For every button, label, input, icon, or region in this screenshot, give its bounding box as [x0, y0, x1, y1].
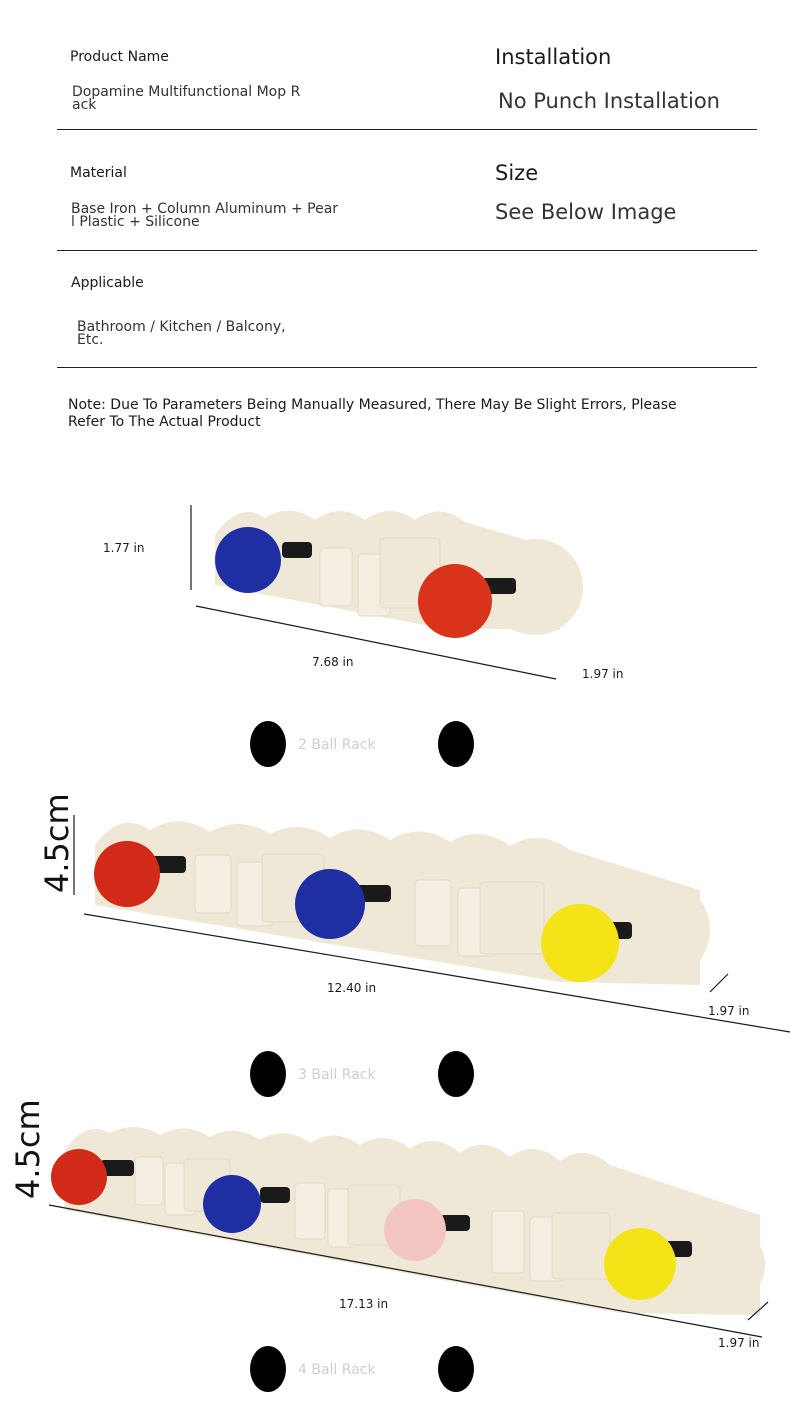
size-label: Size	[495, 161, 539, 185]
size-value: See Below Image	[495, 200, 677, 224]
black-dot	[250, 1051, 286, 1097]
ball	[215, 527, 281, 593]
ball	[94, 841, 160, 907]
table-divider	[57, 250, 757, 251]
table-divider	[57, 367, 757, 368]
height-dimension: 4.5cm	[9, 1099, 47, 1199]
black-dot	[438, 1051, 474, 1097]
length-dimension: 17.13 in	[339, 1297, 389, 1311]
product-image-4-ball	[0, 1115, 790, 1355]
black-dot	[250, 1346, 286, 1392]
length-dimension: 12.40 in	[327, 981, 377, 995]
depth-dimension: 1.97 in	[582, 667, 624, 681]
product-caption: 2 Ball Rack	[298, 737, 376, 753]
material-label: Material	[70, 165, 127, 181]
ball	[541, 904, 619, 982]
installation-value: No Punch Installation	[498, 89, 720, 113]
product-caption: 4 Ball Rack	[298, 1362, 376, 1378]
length-dimension: 7.68 in	[312, 655, 354, 669]
black-dot	[438, 721, 474, 767]
height-dimension: 4.5cm	[38, 793, 76, 893]
material-value: Base Iron + Column Aluminum + Pearl Plastic + Silicone	[71, 201, 339, 230]
rack-body	[95, 821, 710, 985]
applicable-value: Bathroom / Kitchen / Balcony, Etc.	[77, 319, 286, 348]
ball	[604, 1228, 676, 1300]
height-dimension: 1.77 in	[103, 541, 145, 555]
ball	[51, 1149, 107, 1205]
table-divider	[57, 129, 757, 130]
product-name-value: Dopamine Multifunctional Mop Rack	[72, 84, 301, 113]
product-name-label: Product Name	[70, 49, 169, 65]
ball	[295, 869, 365, 939]
product-image-3-ball	[0, 810, 790, 1040]
ball	[203, 1175, 261, 1233]
black-dot	[250, 721, 286, 767]
applicable-label: Applicable	[71, 275, 144, 291]
ball	[418, 564, 492, 638]
depth-dimension: 1.97 in	[718, 1336, 760, 1350]
black-dot	[438, 1346, 474, 1392]
measurement-note: Note: Due To Parameters Being Manually Measured, There May Be Slight Errors, Please Refer To The Actual Product	[68, 397, 677, 430]
installation-label: Installation	[495, 45, 612, 69]
product-image-2-ball	[0, 490, 790, 700]
product-caption: 3 Ball Rack	[298, 1067, 376, 1083]
ball	[384, 1199, 446, 1261]
depth-dimension: 1.97 in	[708, 1004, 750, 1018]
